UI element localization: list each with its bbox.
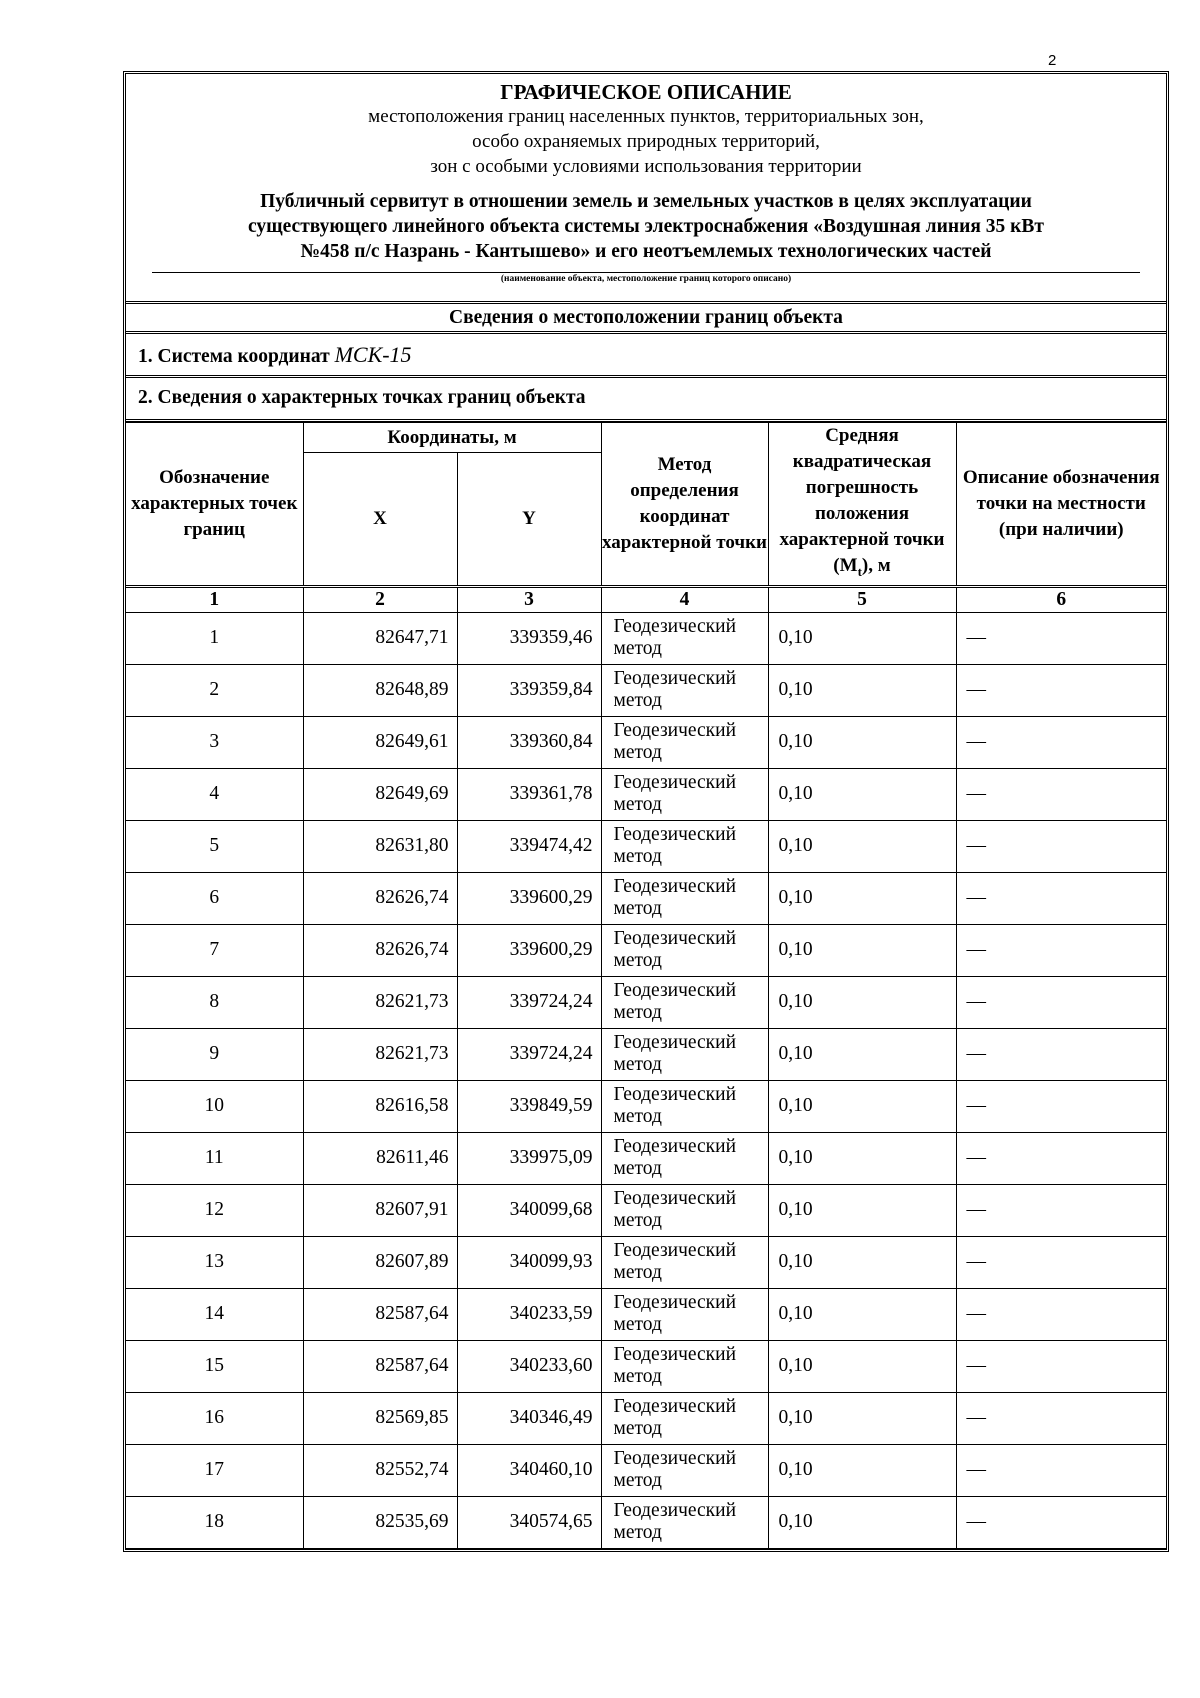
method-cell: Геодезический метод (601, 716, 768, 768)
method-cell: Геодезический метод (601, 1236, 768, 1288)
description-cell: — (956, 1236, 1166, 1288)
table-row (126, 1392, 1166, 1444)
coordinate-x-cell: 82587,64 (303, 1288, 457, 1340)
subtitle-line: местоположения границ населенных пунктов, территориальных зон, (368, 106, 924, 127)
coordinate-y-cell: 339975,09 (457, 1132, 601, 1184)
coordinate-y-cell: 339600,29 (457, 924, 601, 976)
table-row (126, 1236, 1166, 1288)
coordinate-x-cell: 82621,73 (303, 1028, 457, 1080)
coordinate-x-cell: 82607,89 (303, 1236, 457, 1288)
description-cell: — (956, 1496, 1166, 1548)
section-title: Сведения о местоположении границ объекта (126, 304, 1166, 334)
table-row (126, 924, 1166, 976)
point-id-cell: 8 (126, 976, 303, 1028)
coordinate-x-cell: 82626,74 (303, 872, 457, 924)
point-id-cell: 3 (126, 716, 303, 768)
coordinate-x-cell: 82611,46 (303, 1132, 457, 1184)
description-cell: — (956, 820, 1166, 872)
point-id-cell: 18 (126, 1496, 303, 1548)
method-cell: Геодезический метод (601, 872, 768, 924)
description-cell: — (956, 1444, 1166, 1496)
coordinate-y-cell: 340233,60 (457, 1340, 601, 1392)
method-cell: Геодезический метод (601, 768, 768, 820)
description-cell: — (956, 768, 1166, 820)
table-row (126, 716, 1166, 768)
coordinate-y-cell: 339360,84 (457, 716, 601, 768)
coordinate-y-cell: 339359,84 (457, 664, 601, 716)
column-number: 1 (126, 586, 303, 612)
table-row (126, 1184, 1166, 1236)
error-cell: 0,10 (768, 1184, 956, 1236)
coordinate-x-cell: 82569,85 (303, 1392, 457, 1444)
description-cell: — (956, 716, 1166, 768)
coordinate-x-cell: 82535,69 (303, 1496, 457, 1548)
method-cell: Геодезический метод (601, 1028, 768, 1080)
coordinate-x-cell: 82616,58 (303, 1080, 457, 1132)
method-cell: Геодезический метод (601, 976, 768, 1028)
method-cell: Геодезический метод (601, 1080, 768, 1132)
column-number: 3 (457, 586, 601, 612)
error-cell: 0,10 (768, 716, 956, 768)
point-id-cell: 9 (126, 1028, 303, 1080)
point-id-cell: 14 (126, 1288, 303, 1340)
coordinate-system-value: МСК-15 (334, 342, 412, 367)
error-cell: 0,10 (768, 1080, 956, 1132)
column-number: 4 (601, 586, 768, 612)
method-cell: Геодезический метод (601, 1392, 768, 1444)
point-id-cell: 1 (126, 612, 303, 664)
table-row (126, 820, 1166, 872)
description-cell: — (956, 1028, 1166, 1080)
error-cell: 0,10 (768, 924, 956, 976)
error-cell: 0,10 (768, 1444, 956, 1496)
coordinate-y-cell: 340233,59 (457, 1288, 601, 1340)
point-id-cell: 2 (126, 664, 303, 716)
header-error-tail: ), м (861, 555, 891, 576)
table-row (126, 1080, 1166, 1132)
point-id-cell: 10 (126, 1080, 303, 1132)
header-description: Описание обозначения точки на местности (при наличии) (956, 423, 1166, 587)
coordinate-system (126, 334, 1166, 378)
description-cell: — (956, 872, 1166, 924)
coordinate-system-label: 1. Система координат (138, 346, 335, 367)
column-number: 2 (303, 586, 457, 612)
method-cell: Геодезический метод (601, 1496, 768, 1548)
page-number: 2 (1048, 52, 1057, 69)
point-id-cell: 5 (126, 820, 303, 872)
point-id-cell: 13 (126, 1236, 303, 1288)
error-cell: 0,10 (768, 664, 956, 716)
document-title: ГРАФИЧЕСКОЕ ОПИСАНИЕ (500, 80, 792, 104)
coordinate-x-cell: 82626,74 (303, 924, 457, 976)
table-row (126, 872, 1166, 924)
method-cell: Геодезический метод (601, 1288, 768, 1340)
header-y: Y (457, 453, 601, 587)
error-cell: 0,10 (768, 1340, 956, 1392)
object-line: Публичный сервитут в отношении земель и земельных участков в целях эксплуатации (260, 191, 1032, 212)
point-id-cell: 7 (126, 924, 303, 976)
coordinate-y-cell: 339724,24 (457, 976, 601, 1028)
subtitle-line: зон с особыми условиями использования территории (430, 156, 862, 177)
error-cell: 0,10 (768, 1496, 956, 1548)
description-cell: — (956, 976, 1166, 1028)
coordinate-x-cell: 82621,73 (303, 976, 457, 1028)
header-error-sub: t (857, 563, 862, 579)
point-id-cell: 17 (126, 1444, 303, 1496)
object-name (126, 189, 1166, 264)
point-id-cell: 16 (126, 1392, 303, 1444)
error-cell: 0,10 (768, 1288, 956, 1340)
point-id-cell: 12 (126, 1184, 303, 1236)
column-numbers-row (126, 586, 1166, 612)
coordinate-y-cell: 340460,10 (457, 1444, 601, 1496)
error-cell: 0,10 (768, 1236, 956, 1288)
points-table (126, 422, 1166, 1549)
document-frame (123, 71, 1169, 1552)
coordinate-x-cell: 82648,89 (303, 664, 457, 716)
description-cell: — (956, 1340, 1166, 1392)
table-row (126, 612, 1166, 664)
point-id-cell: 4 (126, 768, 303, 820)
subtitle-line: особо охраняемых природных территорий, (472, 131, 820, 152)
point-id-cell: 6 (126, 872, 303, 924)
method-cell: Геодезический метод (601, 1132, 768, 1184)
description-cell: — (956, 924, 1166, 976)
document-header (126, 74, 1166, 304)
error-cell: 0,10 (768, 768, 956, 820)
table-row (126, 664, 1166, 716)
description-cell: — (956, 612, 1166, 664)
coordinate-y-cell: 339600,29 (457, 872, 601, 924)
coordinate-y-cell: 340099,68 (457, 1184, 601, 1236)
object-caption: (наименование объекта, местоположение границ которого описано) (500, 274, 792, 284)
coordinate-x-cell: 82552,74 (303, 1444, 457, 1496)
coordinate-x-cell: 82649,69 (303, 768, 457, 820)
method-cell: Геодезический метод (601, 664, 768, 716)
point-id-cell: 15 (126, 1340, 303, 1392)
error-cell: 0,10 (768, 612, 956, 664)
error-cell: 0,10 (768, 1132, 956, 1184)
object-line: №458 п/с Назрань - Кантышево» и его неотъемлемых технологических частей (300, 241, 992, 262)
method-cell: Геодезический метод (601, 1184, 768, 1236)
coordinate-y-cell: 339361,78 (457, 768, 601, 820)
coordinate-x-cell: 82647,71 (303, 612, 457, 664)
coordinate-y-cell: 339724,24 (457, 1028, 601, 1080)
description-cell: — (956, 1184, 1166, 1236)
column-number: 5 (768, 586, 956, 612)
coordinate-y-cell: 340346,49 (457, 1392, 601, 1444)
table-row (126, 1444, 1166, 1496)
header-method: Метод определения координат характерной точки (601, 423, 768, 587)
table-row (126, 976, 1166, 1028)
coordinate-x-cell: 82649,61 (303, 716, 457, 768)
description-cell: — (956, 1080, 1166, 1132)
error-cell: 0,10 (768, 872, 956, 924)
method-cell: Геодезический метод (601, 820, 768, 872)
header-coordinates: Координаты, м (303, 423, 601, 453)
header-designation: Обозначение характерных точек границ (126, 423, 303, 587)
description-cell: — (956, 1132, 1166, 1184)
table-row (126, 1496, 1166, 1548)
method-cell: Геодезический метод (601, 1444, 768, 1496)
coordinate-x-cell: 82607,91 (303, 1184, 457, 1236)
description-cell: — (956, 664, 1166, 716)
coordinate-x-cell: 82587,64 (303, 1340, 457, 1392)
points-section-title: 2. Сведения о характерных точках границ объекта (126, 378, 1166, 422)
description-cell: — (956, 1288, 1166, 1340)
error-cell: 0,10 (768, 820, 956, 872)
coordinate-y-cell: 339359,46 (457, 612, 601, 664)
header-x: X (303, 453, 457, 587)
coordinate-x-cell: 82631,80 (303, 820, 457, 872)
coordinate-y-cell: 339474,42 (457, 820, 601, 872)
table-row (126, 1028, 1166, 1080)
coordinate-y-cell: 339849,59 (457, 1080, 601, 1132)
table-body (126, 612, 1166, 1548)
error-cell: 0,10 (768, 976, 956, 1028)
method-cell: Геодезический метод (601, 1340, 768, 1392)
table-row (126, 1288, 1166, 1340)
coordinate-y-cell: 340574,65 (457, 1496, 601, 1548)
error-cell: 0,10 (768, 1392, 956, 1444)
error-cell: 0,10 (768, 1028, 956, 1080)
table-row (126, 1132, 1166, 1184)
header-error (768, 423, 956, 587)
column-number: 6 (956, 586, 1166, 612)
table-row (126, 768, 1166, 820)
object-line: существующего линейного объекта системы электроснабжения «Воздушная линия 35 кВт (248, 216, 1044, 237)
table-row (126, 1340, 1166, 1392)
description-cell: — (956, 1392, 1166, 1444)
method-cell: Геодезический метод (601, 924, 768, 976)
coordinate-y-cell: 340099,93 (457, 1236, 601, 1288)
header-error-main: Средняя квадратическая погрешность положения характерной точки (M (779, 425, 945, 576)
point-id-cell: 11 (126, 1132, 303, 1184)
method-cell: Геодезический метод (601, 612, 768, 664)
